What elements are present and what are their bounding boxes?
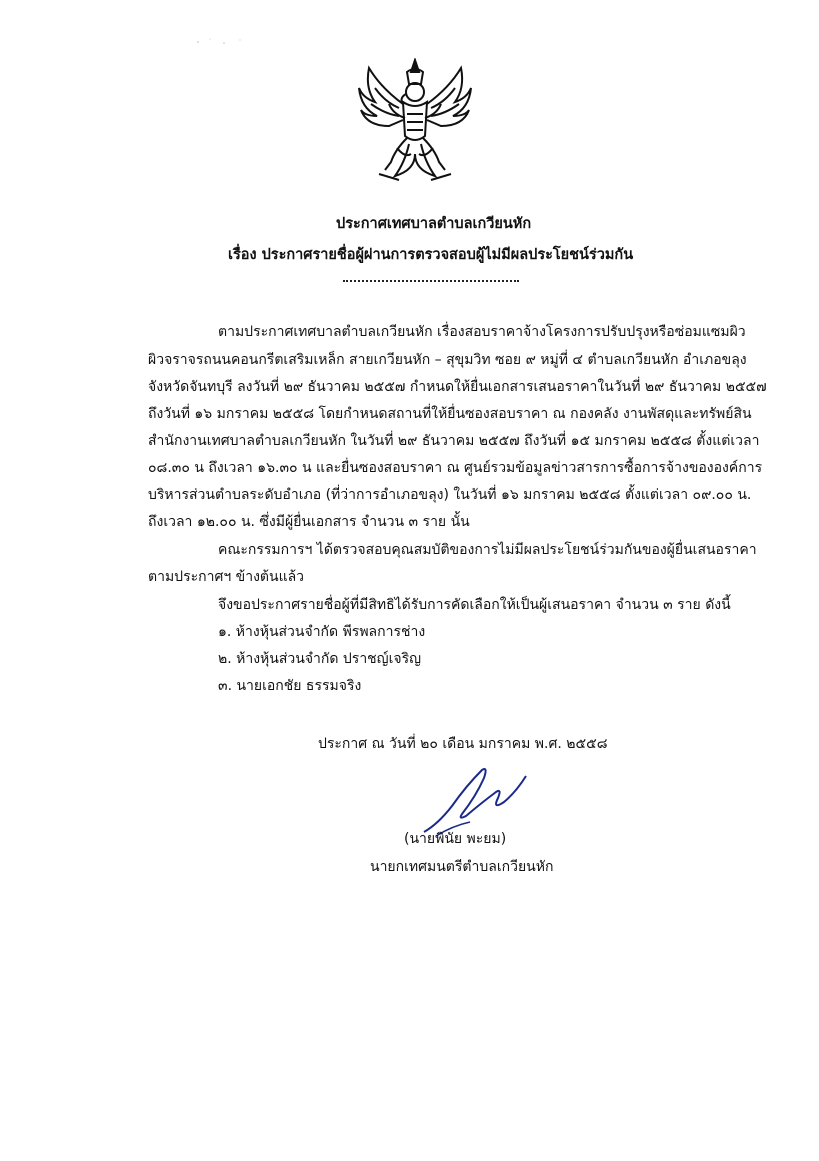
bidder-item: ๓. นายเอกชัย ธรรมจริง: [218, 678, 362, 694]
bidder-item: ๒. ห้างหุ้นส่วนจำกัด ปราชญ์เจริญ: [218, 651, 422, 667]
para2-line: คณะกรรมการฯ ได้ตรวจสอบคุณสมบัติของการไม่มีผลประโยชน์ร่วมกันของผู้ยื่นเสนอราคา: [218, 542, 757, 558]
bidder-item: ๑. ห้างหุ้นส่วนจำกัด พีรพลการช่าง: [218, 624, 426, 640]
announcement-title: ประกาศเทศบาลตำบลเกวียนหัก: [336, 216, 532, 232]
announcement-subject: เรื่อง ประกาศรายชื่อผู้ผ่านการตรวจสอบผู้ไม่มีผลประโยชน์ร่วมกัน: [228, 247, 634, 263]
signatory-title: นายกเทศมนตรีตำบลเกวียนหัก: [370, 859, 554, 875]
para1-line: ถึงวันที่ ๑๖ มกราคม ๒๕๕๘ โดยกำหนดสถานที่ให้ยื่นซองสอบราคา ณ กองคลัง งานพัสดุและทรัพย์สิน: [148, 406, 752, 422]
dotted-divider: [343, 280, 519, 282]
para1-line: สำนักงานเทศบาลตำบลเกวียนหัก ในวันที่ ๒๙ ธันวาคม ๒๕๕๗ ถึงวันที่ ๑๕ มกราคม ๒๕๕๘ ตั้งแต่เวลา: [148, 433, 760, 449]
signatory-name: (นายพินัย พะยม): [404, 831, 507, 847]
announce-date: ประกาศ ณ วันที่ ๒๐ เดือน มกราคม พ.ศ. ๒๕๕๘: [318, 736, 608, 752]
para1-line: ผิวจราจรถนนคอนกรีตเสริมเหล็ก สายเกวียนหัก – สุขุมวิท ซอย ๙ หมู่ที่ ๔ ตำบลเกวียนหัก อำเภอขลุง: [148, 352, 747, 368]
para2-line: ตามประกาศฯ ข้างต้นแล้ว: [148, 569, 305, 585]
para3-line: จึงขอประกาศรายชื่อผู้ที่มีสิทธิได้รับการคัดเลือกให้เป็นผู้เสนอราคา จำนวน ๓ ราย ดังนี้: [218, 597, 731, 613]
para1-line: บริหารส่วนตำบลระดับอำเภอ (ที่ว่าการอำเภอขลุง) ในวันที่ ๑๖ มกราคม ๒๕๕๘ ตั้งแต่เวลา ๐๙.๐๐ น.: [148, 487, 752, 503]
scan-speck: [190, 36, 250, 46]
garuda-emblem-icon: [355, 58, 475, 186]
para1-line: ถึงเวลา ๑๒.๐๐ น. ซึ่งมีผู้ยื่นเอกสาร จำนวน ๓ ราย นั้น: [148, 514, 470, 530]
para1-line: ๐๘.๓๐ น ถึงเวลา ๑๖.๓๐ น และยื่นซองสอบราคา ณ ศูนย์รวมข้อมูลข่าวสารการซื้อการจ้างขององค์การ: [148, 460, 763, 476]
para1-line: ตามประกาศเทศบาลตำบลเกวียนหัก เรื่องสอบราคาจ้างโครงการปรับปรุงหรือซ่อมแซมผิว: [218, 324, 746, 340]
para1-line: จังหวัดจันทบุรี ลงวันที่ ๒๙ ธันวาคม ๒๕๕๗ กำหนดให้ยื่นเอกสารเสนอราคาในวันที่ ๒๙ ธันวาคม ๒๕๕๗: [148, 379, 767, 395]
